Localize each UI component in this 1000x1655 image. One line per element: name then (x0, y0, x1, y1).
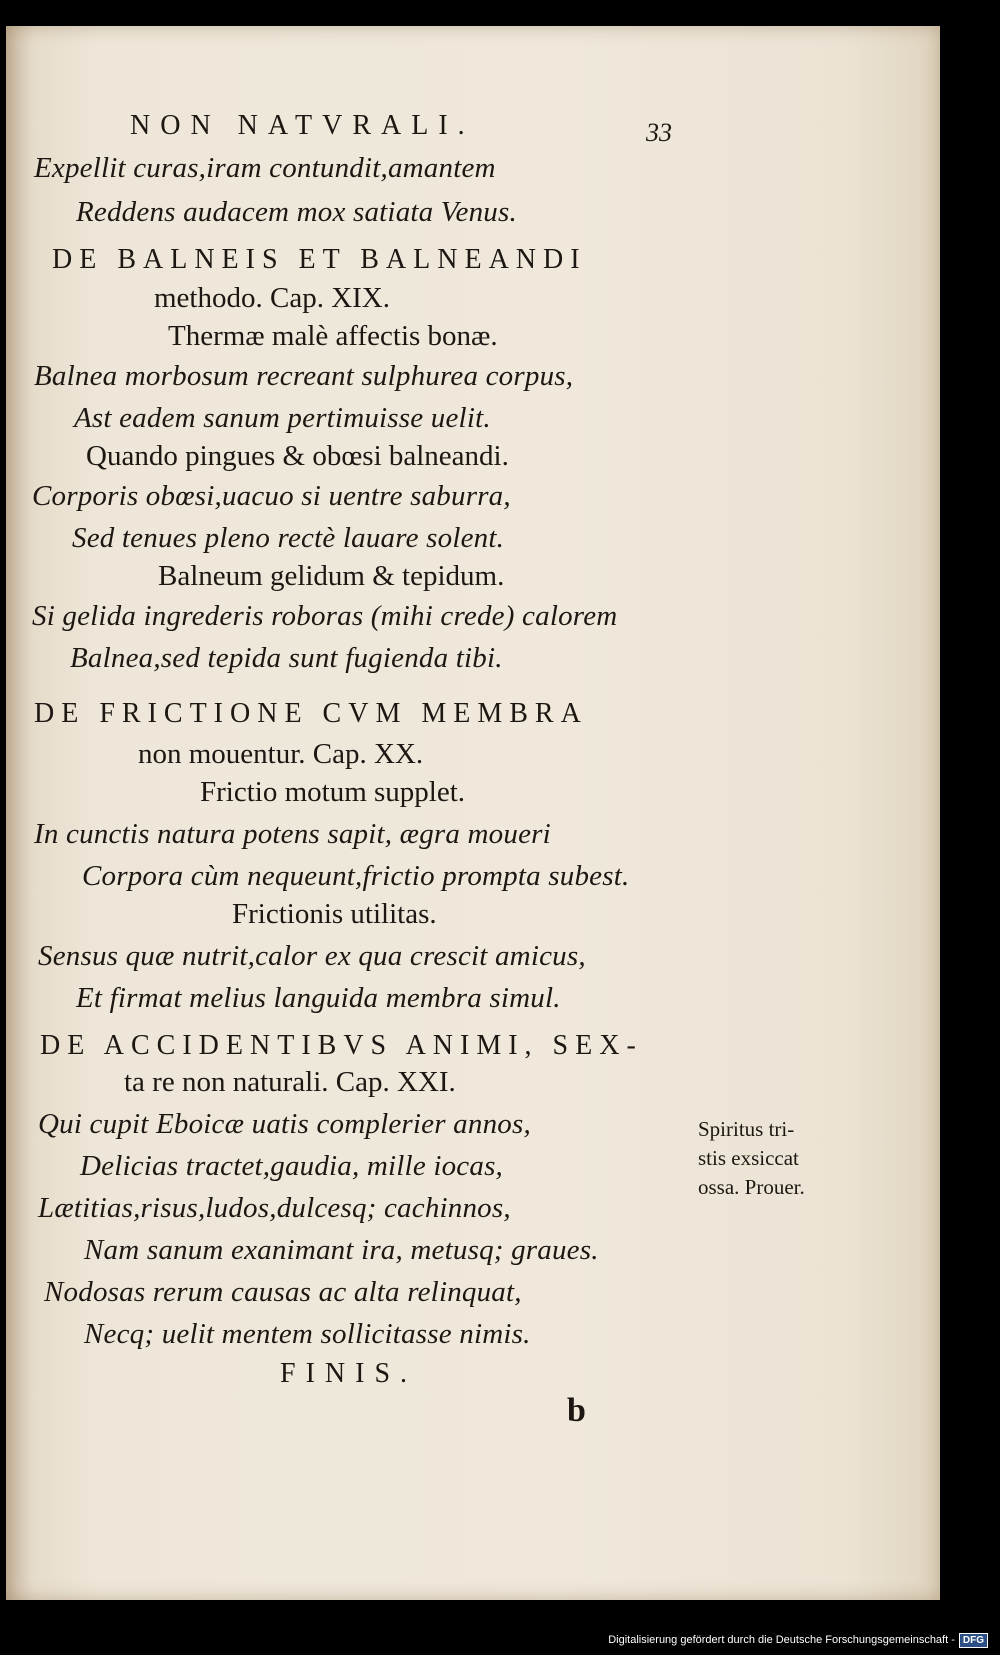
verse-line: Et firmat melius languida membra simul. (76, 982, 561, 1014)
footer-text: Digitalisierung gefördert durch die Deutsche Forschungsgemeinschaft - (608, 1634, 955, 1646)
verse-line: Lætitias,risus,ludos,dulcesq; cachinnos, (38, 1192, 511, 1224)
verse-line: Nodosas rerum causas ac alta relinquat, (44, 1276, 522, 1308)
chapter-heading: DE FRICTIONE CVM MEMBRA (34, 698, 588, 729)
marginal-note-line: ossa. Prouer. (698, 1175, 805, 1199)
marginal-note-line: stis exsiccat (698, 1146, 799, 1170)
page-number: 33 (646, 118, 672, 147)
verse-line: Expellit curas,iram contundit,amantem (34, 152, 496, 184)
verse-line: Balnea,sed tepida sunt fugienda tibi. (70, 642, 503, 674)
verse-line: Necq; uelit mentem sollicitasse nimis. (84, 1318, 531, 1350)
chapter-number: non mouentur. Cap. XX. (138, 738, 424, 770)
chapter-heading: DE ACCIDENTIBVS ANIMI, SEX- (40, 1030, 643, 1061)
verse-line: Ast eadem sanum pertimuisse uelit. (74, 402, 491, 434)
signature-mark: b (567, 1392, 586, 1429)
verse-line: In cunctis natura potens sapit, ægra moueri (34, 818, 551, 850)
finis: FINIS. (280, 1358, 418, 1389)
verse-line: Nam sanum exanimant ira, metusq; graues. (84, 1234, 599, 1266)
marginal-note-line: Spiritus tri- (698, 1117, 795, 1141)
section-subtitle: Thermæ malè affectis bonæ. (168, 320, 498, 352)
chapter-number: methodo. Cap. XIX. (154, 282, 390, 314)
section-subtitle: Frictio motum supplet. (200, 776, 466, 808)
section-subtitle: Frictionis utilitas. (232, 898, 437, 930)
dfg-logo: DFG (959, 1633, 988, 1648)
running-title: NON NATVRALI. (130, 110, 475, 141)
verse-line: Corpora cùm nequeunt,frictio prompta subest. (82, 860, 630, 892)
verse-line: Balnea morbosum recreant sulphurea corpus, (34, 360, 574, 392)
marginal-note (698, 1115, 805, 1202)
chapter-heading: DE BALNEIS ET BALNEANDI (52, 244, 587, 275)
verse-line: Si gelida ingrederis roboras (mihi crede) calorem (32, 600, 618, 632)
verse-line: Reddens audacem mox satiata Venus. (76, 196, 517, 228)
chapter-number: ta re non naturali. Cap. XXI. (124, 1066, 456, 1098)
section-subtitle: Quando pingues & obœsi balneandi. (86, 440, 509, 472)
section-subtitle: Balneum gelidum & tepidum. (158, 560, 505, 592)
verse-line: Sed tenues pleno rectè lauare solent. (72, 522, 505, 554)
verse-line: Delicias tractet,gaudia, mille iocas, (80, 1150, 504, 1182)
verse-line: Sensus quæ nutrit,calor ex qua crescit amicus, (38, 940, 586, 972)
digitization-footer (608, 1629, 988, 1651)
verse-line: Qui cupit Eboicæ uatis complerier annos, (38, 1108, 531, 1140)
verse-line: Corporis obœsi,uacuo si uentre saburra, (32, 480, 511, 512)
